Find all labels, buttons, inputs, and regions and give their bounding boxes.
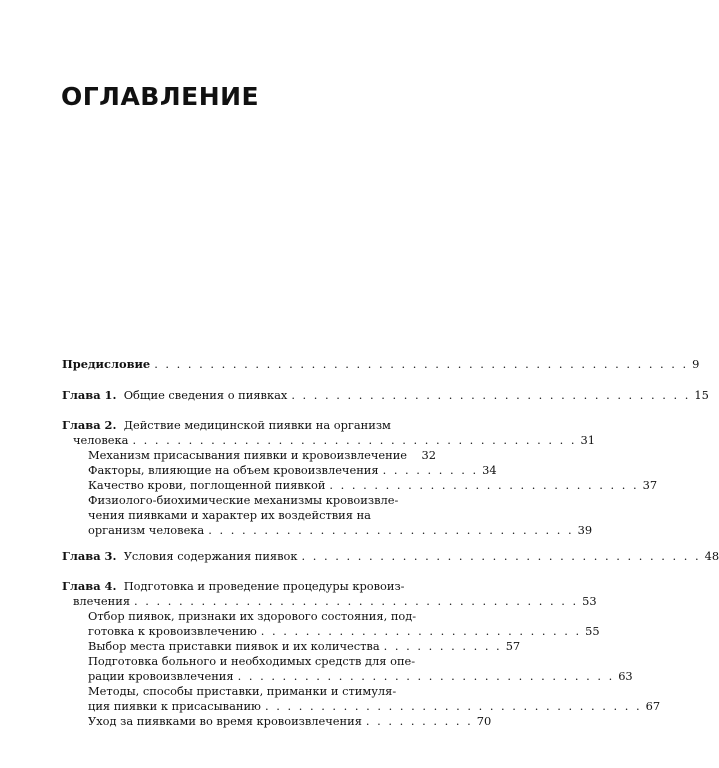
chapter-label: Глава 1. (62, 388, 117, 402)
toc-page-number: 15 (694, 388, 709, 402)
chapter-label: Глава 4. (62, 579, 117, 593)
dot-leader: . . . . . . . . . . . . . . . . . . . . . . . . . . . . (329, 478, 639, 492)
dot-leader: . . . . . . . . . . . . . . . . . . . . . . . . . . . . . . . . . . (264, 699, 642, 713)
toc-entry-chapter-4[interactable] (73, 594, 597, 609)
toc-entry-section-2-1[interactable] (88, 448, 436, 463)
toc-entry-title-cont: человека (73, 433, 129, 447)
toc-page-number: 39 (577, 523, 593, 537)
toc-entry-title: Общие сведения о пиявках (123, 388, 288, 402)
toc-entry-title-cont: готовка к кровоизвлечению (88, 624, 257, 638)
toc-page-number: 9 (692, 357, 700, 371)
toc-entry-section-4-1-line-1: Отбор пиявок, признаки их здорового состояния, под- (88, 609, 417, 623)
toc-entry-title: Факторы, влияющие на объем кровоизвлечения (88, 463, 379, 477)
toc-page-number: 53 (582, 594, 597, 608)
toc-page-number: 31 (580, 433, 595, 447)
toc-entry-title: Предисловие (62, 357, 151, 371)
dot-leader: . . . . . . . . . (382, 463, 479, 477)
dot-leader: . . . . . . . . . . . . . . . . . . . . . . . . . . . . . . . . . . . . . . . . (134, 594, 579, 608)
toc-entry-title-cont: ция пиявки к присасыванию (88, 699, 261, 713)
dot-leader: . . . . . . . . . . . . . . . . . . . . . . . . . . . . . . . . . (208, 523, 574, 537)
toc-entry-title: Условия содержания пиявок (123, 549, 298, 563)
toc-entry-chapter-4-line-1[interactable] (62, 579, 405, 594)
toc-entry-title-cont: рации кровоизвлечения (88, 669, 234, 683)
page-title: ОГЛАВЛЕНИЕ (61, 82, 260, 111)
toc-entry-title-cont: влечения (73, 594, 131, 608)
toc-entry-chapter-2-line-1[interactable] (62, 418, 391, 433)
toc-page-number: 32 (421, 448, 436, 462)
toc-entry-section-2-4[interactable] (88, 523, 593, 538)
toc-entry-title: Действие медицинской пиявки на организм (123, 418, 391, 432)
dot-leader: . . . . . . . . . . . . . . . . . . . . . . . . . . . . . (260, 624, 582, 638)
toc-page-number: 67 (645, 699, 661, 713)
toc-entry-section-2-4-line-1: Физиолого-биохимические механизмы кровоизвле- (88, 493, 399, 507)
toc-page-number: 63 (618, 669, 633, 683)
toc-entry-section-4-1[interactable] (88, 624, 600, 639)
toc-entry-title: Выбор места приставки пиявок и их количества (88, 639, 380, 653)
toc-entry-chapter-2[interactable] (73, 433, 595, 448)
toc-page-number: 70 (476, 714, 492, 728)
toc-entry-chapter-3[interactable] (62, 549, 719, 564)
toc-entry-section-4-4[interactable] (88, 699, 661, 714)
dot-leader: . . . . . . . . . . . . . . . . . . . . . . . . . . . . . . . . . . . . (301, 549, 701, 563)
toc-entry-title: Механизм присасывания пиявки и кровоизвлечение (88, 448, 408, 462)
toc-entry-title: Уход за пиявками во время кровоизвлечения (88, 714, 362, 728)
chapter-label: Глава 3. (62, 549, 117, 563)
toc-page-number: 37 (642, 478, 658, 492)
toc-page-number: 57 (505, 639, 521, 653)
dot-leader: . . . . . . . . . . . . . . . . . . . . . . . . . . . . . . . . . . (237, 669, 615, 683)
toc-entry-chapter-1[interactable] (62, 388, 709, 403)
toc-entry-section-4-5[interactable] (88, 714, 492, 729)
toc-entry-title: Качество крови, поглощенной пиявкой (88, 478, 326, 492)
toc-entry-preface[interactable] (62, 357, 700, 372)
dot-leader: . . . . . . . . . . . . . . . . . . . . . . . . . . . . . . . . . . . . (291, 388, 691, 402)
toc-entry-section-4-3[interactable] (88, 669, 633, 684)
dot-leader: . . . . . . . . . . . (383, 639, 502, 653)
toc-entry-section-4-3-line-1: Подготовка больного и необходимых средств для опе- (88, 654, 416, 668)
toc-entry-section-2-3[interactable] (88, 478, 658, 493)
toc-entry-section-4-2[interactable] (88, 639, 521, 654)
toc-entry-title: Подготовка и проведение процедуры кровоиз- (123, 579, 405, 593)
chapter-label: Глава 2. (62, 418, 117, 432)
toc-page-number: 48 (704, 549, 719, 563)
toc-page-number: 34 (482, 463, 497, 477)
dot-leader: . . . . . . . . . . (365, 714, 473, 728)
toc-page-number: 55 (585, 624, 600, 638)
toc-entry-section-2-4-line-2: чения пиявками и характер их воздействия на (88, 508, 371, 522)
toc-entry-section-4-4-line-1: Методы, способы приставки, приманки и стимуля- (88, 684, 397, 698)
toc-entry-section-2-2[interactable] (88, 463, 497, 478)
dot-leader: . . . . . . . . . . . . . . . . . . . . . . . . . . . . . . . . . . . . . . . . (132, 433, 577, 447)
dot-leader: . . . . . . . . . . . . . . . . . . . . . . . . . . . . . . . . . . . . . . . . . . . . . . . . (154, 357, 689, 371)
toc-entry-title-cont: организм человека (88, 523, 205, 537)
